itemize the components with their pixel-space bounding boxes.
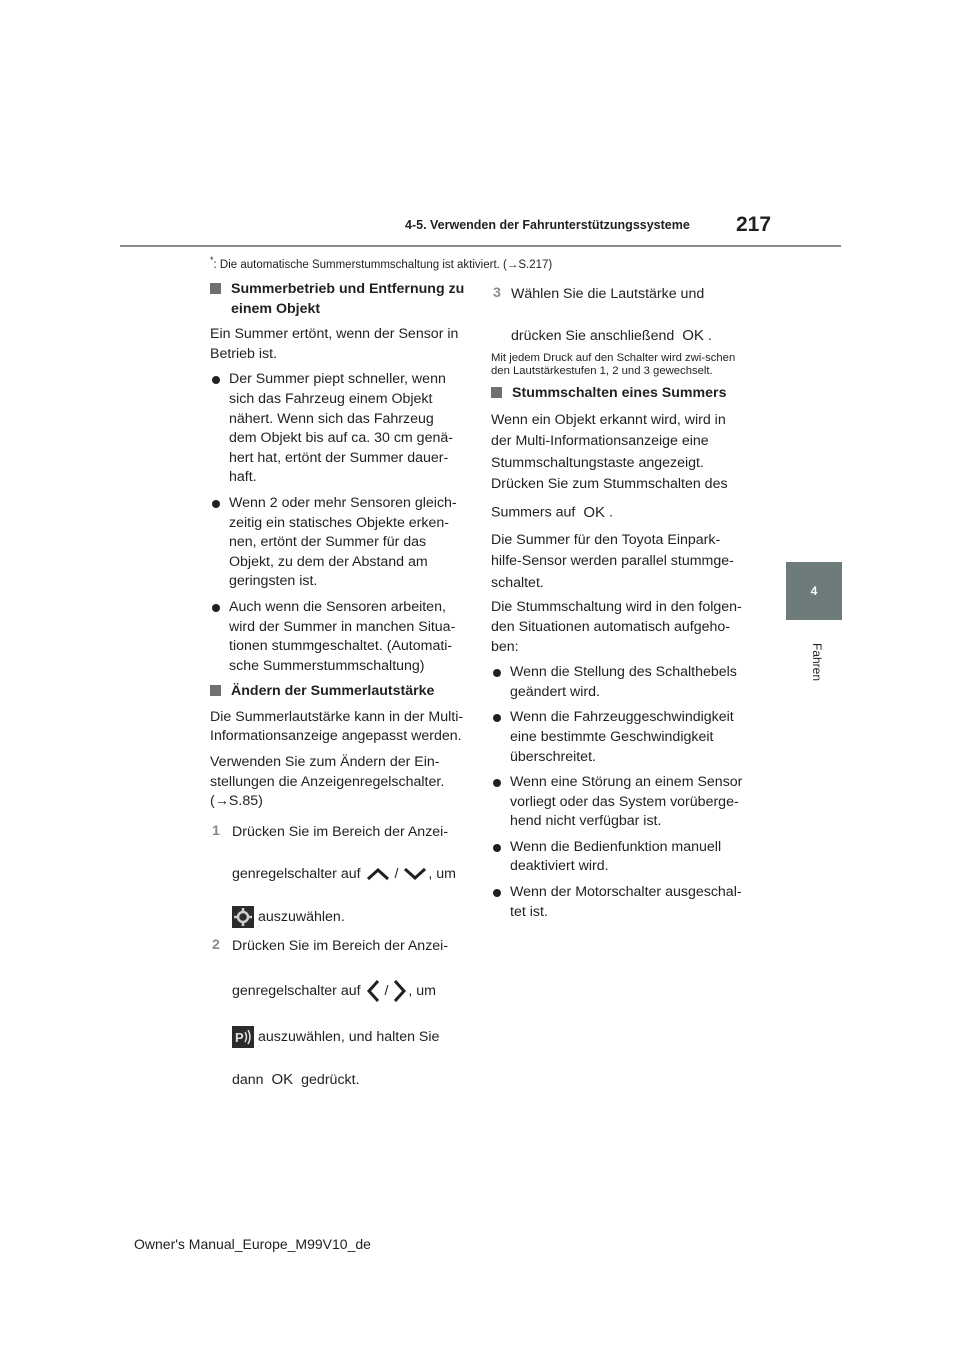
section-title: 4-5. Verwenden der Fahrunterstützungssysteme xyxy=(405,218,690,232)
bullet-icon xyxy=(212,604,220,612)
list-item-text: Der Summer piept schneller, wenn sich das Fahrzeug einem Objekt nähert. Wenn sich das Fahrzeug dem Objekt bis auf ca. 30 cm genä-hert hat, ertönt der Summer dauer-haft. xyxy=(229,371,453,486)
step-text-line xyxy=(232,864,465,884)
paragraph: Verwenden Sie zum Ändern der Ein-stellungen die Anzeigenregelschalter. (→S.85) xyxy=(210,754,445,810)
footnote-text: : Die automatische Summerstummschaltung ist aktiviert. (→S.217) xyxy=(213,258,553,271)
paragraph-line xyxy=(491,502,751,524)
paragraph-line: Die Summer für den Toyota Einpark- xyxy=(491,531,721,548)
svg-text:P: P xyxy=(235,1029,244,1045)
heading-square-icon xyxy=(210,685,221,696)
list-item-text: Wenn die Bedienfunktion manuell deaktiviert wird. xyxy=(510,838,722,875)
paragraph-line: Wenn ein Objekt erkannt wird, wird in xyxy=(491,411,726,428)
list-item xyxy=(210,494,465,592)
paragraph-line: schaltet. xyxy=(491,574,544,591)
heading-text: Summerbetrieb und Entfernung zu einem Objekt xyxy=(231,281,465,317)
list-item-text: Wenn 2 oder mehr Sensoren gleich-zeitig ein statisches Objekte erken-nen, ertönt der Summer für das Objekt, zu dem der Abstand am geringsten ist. xyxy=(229,494,457,590)
heading-square-icon xyxy=(491,387,502,398)
footer-text: Owner's Manual_Europe_M99V10_de xyxy=(134,1236,371,1252)
paragraph-text: Summers auf xyxy=(491,504,576,521)
paragraph-line: Stummschaltungstaste angezeigt. xyxy=(491,454,704,471)
separator: / xyxy=(394,865,399,882)
paragraph: Die Summerlautstärke kann in der Multi-Informationsanzeige angepasst werden. xyxy=(210,708,464,745)
step-text-line xyxy=(232,978,465,1004)
parking-sensor-icon xyxy=(232,1026,254,1048)
step-text: auszuwählen. xyxy=(258,908,345,925)
paragraph-block xyxy=(491,410,751,595)
step-text-line xyxy=(232,1026,465,1048)
step-2 xyxy=(210,936,465,1090)
chevron-right-icon xyxy=(392,978,408,1004)
list-item-text: Wenn die Stellung des Schalthebels geändert wird. xyxy=(510,664,737,700)
chapter-number: 4 xyxy=(810,584,818,598)
ok-button-icon: OK xyxy=(583,503,606,521)
step-text: gedrückt. xyxy=(301,1071,360,1088)
step-text: genregelschalter auf xyxy=(232,865,361,882)
step-text: genregelschalter auf xyxy=(232,982,361,999)
step-text-line xyxy=(511,326,751,346)
step-3 xyxy=(491,284,751,346)
step-text: Wählen Sie die Lautstärke und xyxy=(511,286,705,302)
chapter-tab xyxy=(786,562,842,620)
step-text-line xyxy=(232,906,465,928)
chapter-label: Fahren xyxy=(810,642,824,682)
list-item-text: Wenn der Motorschalter ausgeschal-tet ist. xyxy=(510,884,742,920)
section-heading xyxy=(210,682,465,702)
bullet-icon xyxy=(212,376,220,384)
step-number: 1 xyxy=(212,822,220,839)
list-item-text: Wenn eine Störung an einem Sensor vorliegt oder das System vorüberge-hend nicht verfügbar ist. xyxy=(510,774,743,830)
bullet-icon xyxy=(212,500,220,508)
note-text: Mit jedem Druck auf den Schalter wird zwi-schen den Lautstärkestufen 1, 2 und 3 gewechselt. xyxy=(491,352,736,378)
header-divider xyxy=(120,245,841,247)
settings-gear-icon xyxy=(232,906,254,928)
step-text: Drücken Sie im Bereich der Anzei- xyxy=(232,937,449,954)
list-item xyxy=(491,663,751,702)
step-text: . xyxy=(707,328,712,344)
list-item xyxy=(491,883,751,922)
step-text: , um xyxy=(408,982,436,999)
step-1 xyxy=(210,822,465,928)
chevron-down-icon xyxy=(402,867,428,881)
paragraph-line: der Multi-Informationsanzeige eine xyxy=(491,433,709,450)
bullet-icon xyxy=(493,889,501,897)
step-text: Drücken Sie im Bereich der Anzei- xyxy=(232,823,449,840)
list-item xyxy=(491,838,751,877)
bullet-icon xyxy=(493,714,501,722)
step-number: 2 xyxy=(212,936,220,953)
list-item xyxy=(491,708,751,767)
step-text: , um xyxy=(428,865,456,882)
heading-square-icon xyxy=(210,283,221,294)
bullet-icon xyxy=(493,844,501,852)
paragraph: Ein Summer ertönt, wenn der Sensor in Betrieb ist. xyxy=(210,326,459,362)
step-text-line xyxy=(232,1070,465,1090)
ok-button-icon: OK xyxy=(682,327,704,345)
heading-text: Ändern der Summerlautstärke xyxy=(231,683,435,700)
list-item-text: Auch wenn die Sensoren arbeiten, wird der Summer in manchen Situa-tionen stummgeschaltet. (Automati-sche Summerstummschaltung) xyxy=(229,598,456,674)
paragraph-line: Drücken Sie zum Stummschalten des xyxy=(491,476,728,493)
chevron-up-icon xyxy=(365,867,391,881)
list-item-text: Wenn die Fahrzeuggeschwindigkeit eine bestimmte Geschwindigkeit überschreitet. xyxy=(510,709,734,765)
separator: / xyxy=(384,982,389,999)
ok-button-icon: OK xyxy=(271,1071,294,1089)
list-item xyxy=(210,370,465,488)
paragraph-text: . xyxy=(609,504,613,521)
paragraph-line: hilfe-Sensor werden parallel stummge- xyxy=(491,553,734,570)
right-column xyxy=(491,284,751,928)
step-text: drücken Sie anschließend xyxy=(511,328,675,344)
step-number: 3 xyxy=(493,285,501,301)
bullet-icon xyxy=(493,779,501,787)
footnote-mark: * xyxy=(210,255,214,265)
page-number: 217 xyxy=(736,213,772,236)
section-heading xyxy=(210,280,465,319)
bullet-icon xyxy=(493,669,501,677)
footnote xyxy=(210,255,552,271)
section-heading xyxy=(491,384,751,404)
heading-text: Stummschalten eines Summers xyxy=(512,385,727,402)
step-text: dann xyxy=(232,1071,264,1088)
list-item xyxy=(491,773,751,832)
list-item xyxy=(210,598,465,676)
chevron-left-icon xyxy=(365,978,381,1004)
paragraph: Die Stummschaltung wird in den folgen-den Situationen automatisch aufgeho-ben: xyxy=(491,599,742,655)
step-text: auszuwählen, und halten Sie xyxy=(258,1028,440,1045)
left-column xyxy=(210,280,465,1098)
